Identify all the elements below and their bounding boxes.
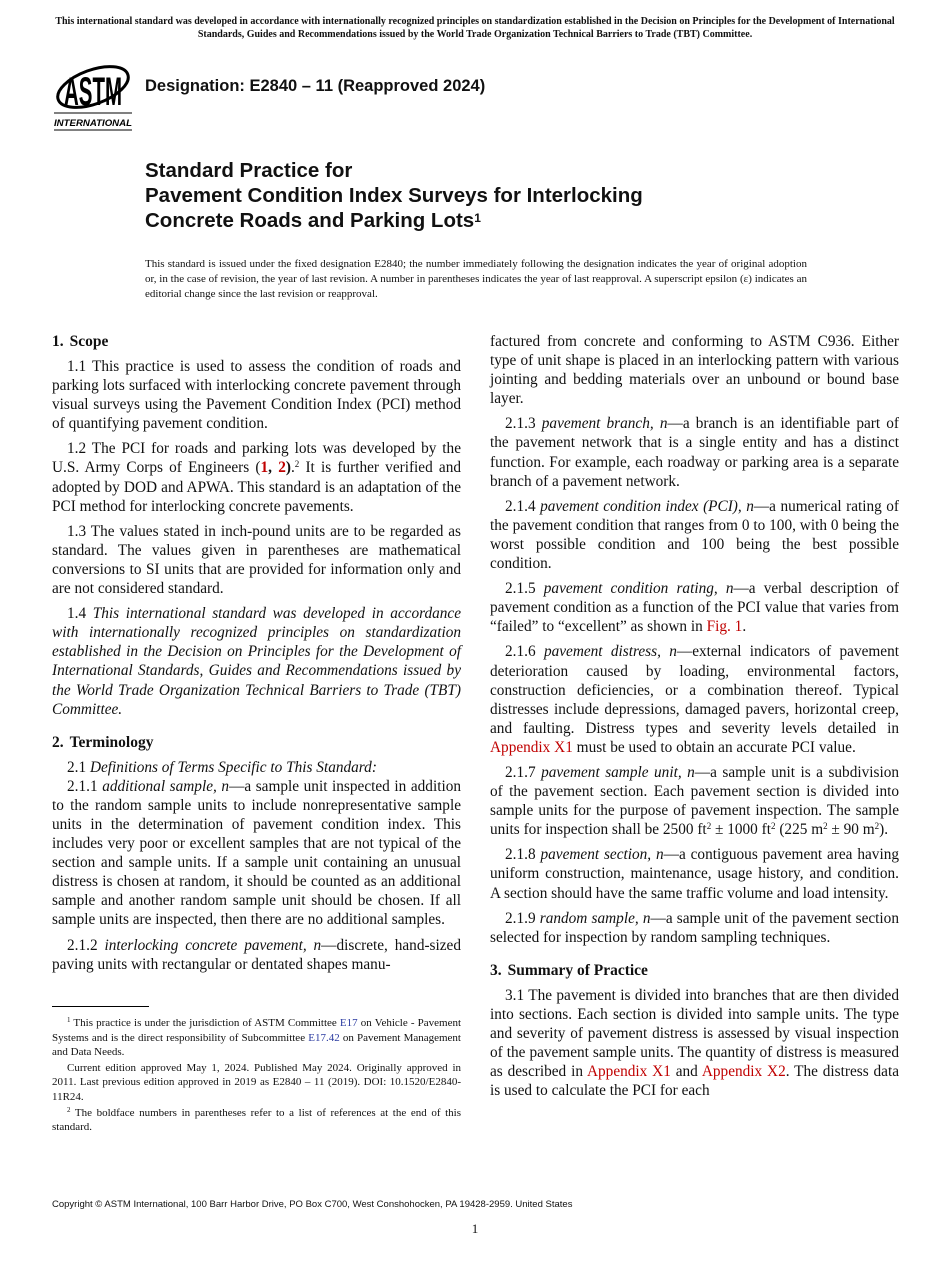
text-segment: This practice is under the jurisdiction of ASTM Committee [70,1017,340,1029]
paragraph [52,604,461,719]
text-segment: on Pavement Management and Data Needs. [52,1031,461,1059]
text-segment: 2.1.2 [67,936,105,954]
paragraph [52,758,461,777]
text-segment: —a verbal description of pavement condition as a function of the PCI value that varies from “failed” to “excellent” as shown in [490,580,899,636]
text-segment: —a contiguous pavement area having uniform construction, maintenance, usage history, and condition. A section should have the same traffic volume and load intensity. [490,846,899,902]
text-segment: random sample, n [539,909,651,927]
right-column [490,332,899,1106]
text-segment: —external indicators of pavement deterioration caused by loading, environmental factors, construction deficiencies, or a combination thereof. Typical distresses include depressions, damaged pavers, horizontal creep, and faulting. Distress types and severity levels detailed in [490,643,899,737]
standard-notice: This international standard was developed in accordance with internationally recognized principles on standardization established in the Decision on Principles for the Development of International Standards, Guides and Recommendations issued by the World Trade Organization Technical Barriers to Trade (TBT) Committee. [55,16,895,40]
text-segment: The boldface numbers in parentheses refer to a list of references at the end of this standard. [52,1106,461,1134]
text-segment: Current edition approved May 1, 2024. Published May 2024. Originally approved in 2011. Last previous edition approved in 2019 as E2840 – 11 (2019). DOI: 10.1520/E2840-11R24. [52,1061,461,1103]
text-segment: —a sample unit is a subdivision of the pavement section. Each pavement section is divided into sample units for the purpose of pavement inspection. The sample units for inspection shall be 2500 ft [490,763,900,839]
paragraph [490,845,899,902]
document-title [145,158,643,233]
svg-text:ASTM: ASTM [64,70,122,114]
paragraph [490,579,899,636]
section-heading [52,332,461,351]
title-line-3: Concrete Roads and Parking Lots [145,209,475,232]
text-segment: 2.1.1 [67,777,103,795]
paragraph [52,777,461,930]
paragraph [490,332,899,408]
astm-logo [52,55,134,133]
cross-reference-link[interactable]: E17.42 [308,1031,340,1044]
footnotes [52,1016,461,1136]
title-line-2: Pavement Condition Index Surveys for Interlocking [145,184,643,207]
superscript: 2 [771,821,776,832]
footnote [52,1061,461,1105]
section-number: 1. [52,333,64,350]
designation: Designation: E2840 – 11 (Reapproved 2024) [145,77,486,95]
superscript: 1 [67,1016,71,1024]
superscript: 2 [706,821,712,832]
text-segment: —a sample unit of the pavement section selected for inspection by random sampling techniques. [490,909,899,946]
text-segment: pavement sample unit, n [541,763,695,781]
text-segment: 1.2 The PCI for roads and parking lots was developed by the U.S. Army Corps of Engineers ( [52,440,461,477]
text-segment: and [670,1063,702,1081]
cross-reference-link[interactable]: Appendix X1 [586,1063,671,1081]
text-segment: —discrete, hand-sized paving units with rectangular or dentated shapes manu- [52,936,461,973]
cross-reference-link[interactable]: Appendix X1 [490,738,573,756]
text-segment: 1.4 [67,605,93,623]
superscript: 2 [294,459,300,470]
text-segment: must be used to obtain an accurate PCI value. [572,738,856,756]
text-segment: 2.1.7 [505,763,542,781]
text-segment: 2.1.8 [505,846,541,864]
paragraph [490,497,899,573]
text-segment: pavement condition rating, n [543,580,734,598]
text-segment: 2.1.9 [505,909,540,927]
title-footnote-mark: 1 [474,211,481,225]
cross-reference-link[interactable]: 2 [278,459,286,477]
cross-reference-link[interactable]: Fig. 1 [706,618,743,636]
text-segment: 2.1.3 [505,415,542,433]
text-segment: —a branch is an identifiable part of the pavement network that is a single entity and has a distinct function. For example, each roadway or parking area is a separate branch of a pavement network. [490,415,899,490]
superscript: 2 [67,1105,71,1114]
text-segment: 2.1.4 [505,497,541,515]
paragraph [52,439,461,515]
footnote [52,1016,461,1060]
text-segment: interlocking concrete pavement, n [104,936,322,954]
text-segment: 2.1 [67,758,90,776]
title-line-1: Standard Practice for [145,159,353,182]
text-segment: Definitions of Terms Specific to This Standard: [89,758,377,776]
text-segment: ± 90 m [827,821,875,839]
text-segment: . [290,459,295,477]
section-title: Terminology [69,733,154,751]
text-segment: additional sample, n [102,777,230,795]
text-segment: , [268,459,279,477]
paragraph [52,522,461,598]
copyright: Copyright © ASTM International, 100 Barr Harbor Drive, PO Box C700, West Conshohocken, PA 19428-2959. United States [52,1199,573,1210]
text-segment: —a sample unit inspected in addition to the random sample units to include nonrepresentative sample units in the determination of pavement condition index. This includes very poor or excellent samples that are not typical of the section and sample units. If a sample unit containing an unusual distress is chosen at random, it should be counted as an additional sample and another random sample unit should be chosen. If all sample units are inspected, then there are no additional samples. [52,777,461,929]
text-segment: pavement condition index (PCI), n [540,497,754,515]
text-segment: ). [879,821,889,839]
page-number: 1 [471,1221,479,1236]
text-segment: . [742,618,747,636]
paragraph [490,763,899,839]
text-segment: 2.1.6 [505,643,544,661]
text-segment: It is further verified and adopted by DOD and APWA. This standard is an adaptation of the PCI method for interlocking concrete pavements. [52,459,462,515]
cross-reference-link[interactable]: E17 [339,1017,358,1029]
svg-text:INTERNATIONAL: INTERNATIONAL [54,118,133,129]
paragraph [490,642,899,757]
text-segment: on Vehicle - Pavement Systems and is the direct responsibility of Subcommittee [52,1017,462,1044]
paragraph [490,909,899,947]
abstract: This standard is issued under the fixed designation E2840; the number immediately following the designation indicates the year of original adoption or, in the case of revision, the year of last revision. A number in parentheses indicates the year of last reapproval. A superscript epsilon (ε) indicates an editorial change since the last revision or reapproval. [145,258,807,300]
paragraph [52,936,461,974]
paragraph [490,414,899,490]
section-number: 2. [52,733,64,751]
text-segment: —a numerical rating of the pavement condition that ranges from 0 to 100, with 0 being the worst possible condition and 100 being the best possible condition. [490,497,900,573]
cross-reference-link[interactable]: 1 [260,459,269,477]
text-segment: pavement distress, n [543,643,677,661]
text-segment: pavement section, n [540,846,664,864]
cross-reference-link[interactable]: Appendix X2 [701,1063,786,1081]
section-number: 3. [490,961,502,979]
left-column [52,332,461,980]
section-title: Summary of Practice [507,961,648,979]
footnote [52,1106,461,1135]
text-segment: This international standard was developed in accordance with internationally recognized principles on standardization established in the Decision on Principles for the Development of International Standards, Guides and Recommendations issued by the World Trade Organization Technical Barriers to Trade (TBT) Committee. [52,605,461,718]
section-heading [52,733,461,752]
text-segment: . The distress data is used to calculate the PCI for each [490,1063,900,1100]
text-segment: 3.1 The pavement is divided into branches that are then divided into sections. Each section is divided into sample units. The type and severity of pavement distress is assessed by visual inspection of the pavement sample units. The quantity of distress is measured as described in [490,986,899,1081]
text-segment: factured from concrete and conforming to ASTM C936. Either type of unit shape is placed in an interlocking pattern with various jointing and bedding materials over an unbound or bound base layer. [490,333,899,408]
paragraph [52,357,461,433]
text-segment: 1.3 The values stated in inch-pound units are to be regarded as standard. The values given in parentheses are mathematical conversions to SI units that are provided for information only and are not considered standard. [52,522,461,598]
text-segment: 1.1 This practice is used to assess the condition of roads and parking lots surfaced with interlocking concrete pavement through visual surveys using the Pavement Condition Index (PCI) method of quantifying pavement condition. [52,358,461,433]
text-segment: (225 m [775,821,824,839]
superscript: 2 [874,821,880,832]
section-title: Scope [69,333,109,350]
text-segment: ) [285,459,291,477]
paragraph [490,986,899,1101]
text-segment: pavement branch, n [541,415,668,433]
section-heading [490,961,899,980]
footnote-divider [52,1006,149,1007]
text-segment: ± 1000 ft [711,821,771,839]
text-segment: 2.1.5 [505,580,544,598]
superscript: 2 [823,821,828,832]
